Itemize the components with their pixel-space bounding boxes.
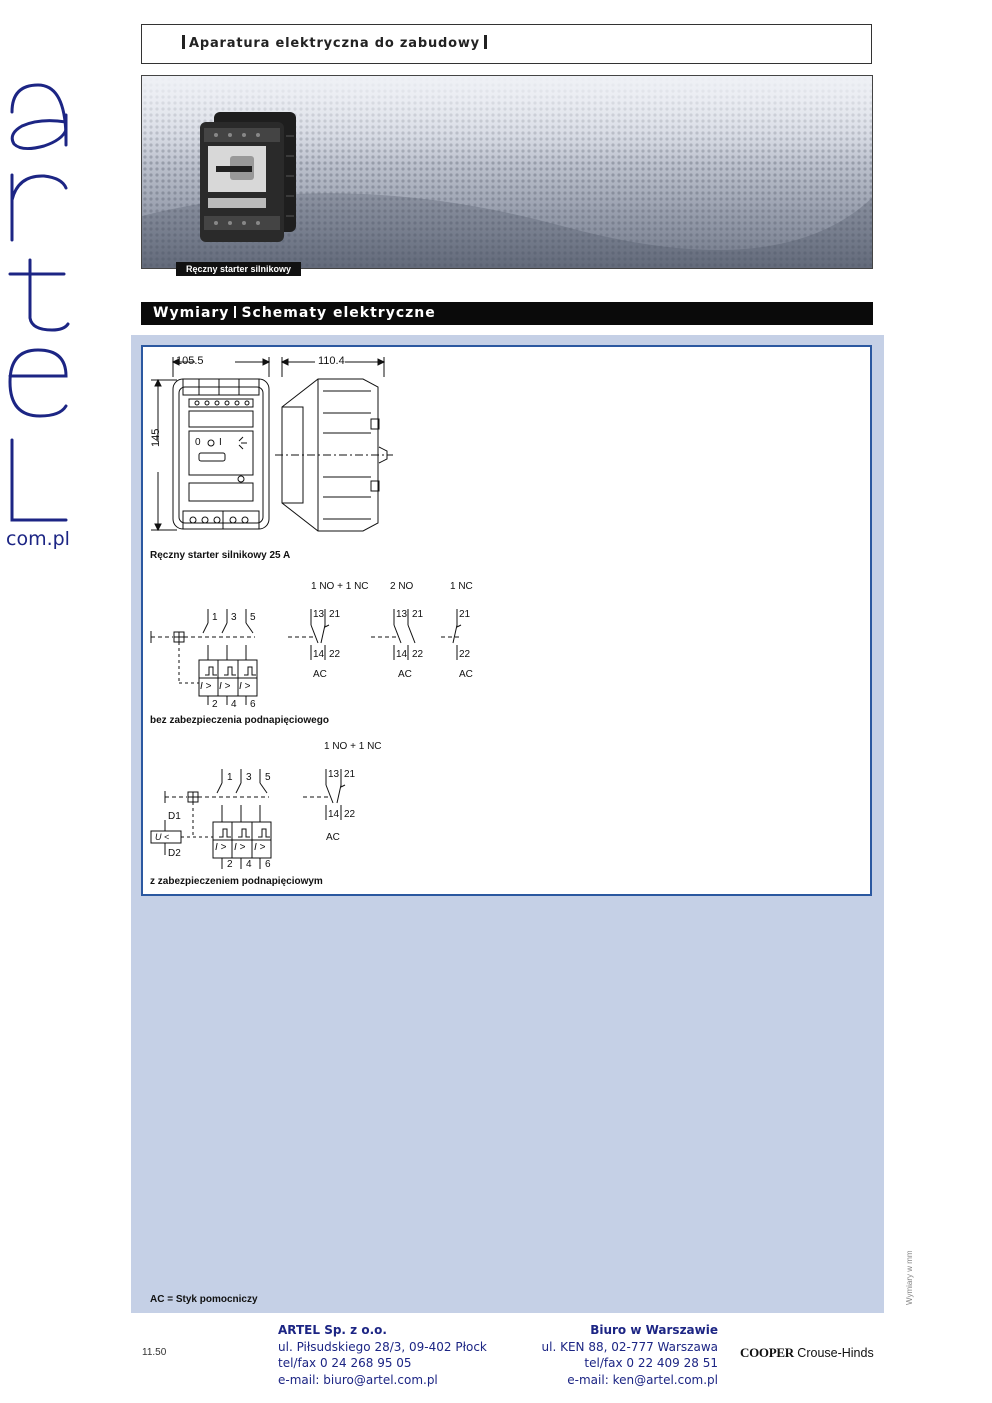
artel-vertical-logo bbox=[0, 60, 92, 530]
office-name: Biuro w Warszawie bbox=[590, 1323, 718, 1337]
email: e-mail: biuro@artel.com.pl bbox=[278, 1372, 438, 1387]
relay-label: I > bbox=[219, 681, 231, 692]
switch-off-label: 0 bbox=[195, 437, 201, 448]
bar-mark-right bbox=[484, 35, 487, 49]
aux-terminal: 21 bbox=[344, 769, 356, 780]
coil-bottom-label: D2 bbox=[168, 848, 181, 859]
page-number: 11.50 bbox=[142, 1347, 167, 1358]
aux-terminal: 21 bbox=[459, 609, 471, 620]
aux-terminal: 22 bbox=[344, 809, 356, 820]
dim-height: 145 bbox=[150, 428, 162, 447]
terminal-1: 1 bbox=[227, 772, 233, 783]
terminal-3: 3 bbox=[246, 772, 252, 783]
diagram2-caption: z zabezpieczeniem podnapięciowym bbox=[150, 876, 323, 887]
coil-top-label: D1 bbox=[168, 811, 181, 822]
hero-caption: Ręczny starter silnikowy bbox=[176, 262, 301, 276]
aux-title: 1 NO + 1 NC bbox=[324, 741, 382, 752]
aux-title: 1 NO + 1 NC bbox=[311, 581, 369, 592]
phone: tel/fax 0 22 409 28 51 bbox=[584, 1356, 718, 1370]
terminal-6: 6 bbox=[250, 699, 256, 710]
terminal-4: 4 bbox=[231, 699, 237, 710]
aux-terminal: 14 bbox=[313, 649, 325, 660]
aux-terminal: 13 bbox=[328, 769, 340, 780]
product-photo bbox=[200, 112, 296, 242]
relay-label: I > bbox=[254, 842, 266, 853]
address-plock bbox=[278, 1322, 487, 1388]
aux-type: AC bbox=[313, 669, 327, 680]
bar-mark-left bbox=[182, 35, 185, 49]
product-caption: Ręczny starter silnikowy 25 A bbox=[150, 550, 291, 561]
street: ul. Piłsudskiego 28/3, 09-402 Płock bbox=[278, 1339, 487, 1354]
email: e-mail: ken@artel.com.pl bbox=[567, 1372, 718, 1387]
terminal-6: 6 bbox=[265, 859, 271, 870]
aux-title: 2 NO bbox=[390, 581, 414, 592]
relay-label: I > bbox=[234, 842, 246, 853]
aux-terminal: 14 bbox=[328, 809, 340, 820]
aux-terminal: 13 bbox=[313, 609, 325, 620]
relay-label: I > bbox=[239, 681, 251, 692]
section-separator bbox=[234, 306, 236, 318]
aux-terminal: 22 bbox=[459, 649, 471, 660]
brand-crouse-hinds: Crouse-Hinds bbox=[797, 1346, 874, 1360]
header-title-text: Aparatura elektryczna do zabudowy bbox=[189, 36, 480, 51]
aux-type: AC bbox=[326, 832, 340, 843]
brand-cooper: COOPER bbox=[740, 1345, 794, 1360]
relay-label: I > bbox=[215, 842, 227, 853]
terminal-4: 4 bbox=[246, 859, 252, 870]
terminal-5: 5 bbox=[265, 772, 271, 783]
terminal-2: 2 bbox=[227, 859, 233, 870]
artel-domain-text: com.pl bbox=[6, 528, 70, 550]
header-title bbox=[178, 35, 491, 51]
aux-terminal: 13 bbox=[396, 609, 408, 620]
header-box bbox=[141, 24, 872, 64]
hero-photo bbox=[142, 76, 873, 269]
cooper-crouse-hinds-logo bbox=[740, 1345, 874, 1361]
aux-terminal: 21 bbox=[412, 609, 424, 620]
aux-terminal: 14 bbox=[396, 649, 408, 660]
dimension-drawings bbox=[143, 347, 403, 537]
company-name: ARTEL Sp. z o.o. bbox=[278, 1323, 387, 1337]
relay-label: I > bbox=[200, 681, 212, 692]
terminal-2: 2 bbox=[212, 699, 218, 710]
hero-image bbox=[141, 75, 873, 269]
ac-note: AC = Styk pomocniczy bbox=[150, 1294, 258, 1305]
aux-terminal: 22 bbox=[412, 649, 424, 660]
section-title-b: Schematy elektryczne bbox=[241, 305, 436, 321]
terminal-5: 5 bbox=[250, 612, 256, 623]
aux-terminal: 22 bbox=[329, 649, 341, 660]
section-title-bar bbox=[141, 302, 873, 325]
dim-width-side: 110.4 bbox=[318, 355, 345, 367]
address-warsaw bbox=[520, 1322, 718, 1388]
aux-type: AC bbox=[398, 669, 412, 680]
section-title-a: Wymiary bbox=[153, 305, 230, 321]
switch-on-label: I bbox=[219, 437, 222, 448]
aux-title: 1 NC bbox=[450, 581, 473, 592]
undervoltage-label: U < bbox=[155, 832, 170, 842]
diagram1-caption: bez zabezpieczenia podnapięciowego bbox=[150, 715, 329, 726]
phone: tel/fax 0 24 268 95 05 bbox=[278, 1356, 412, 1370]
terminal-3: 3 bbox=[231, 612, 237, 623]
street: ul. KEN 88, 02-777 Warszawa bbox=[541, 1339, 718, 1354]
terminal-1: 1 bbox=[212, 612, 218, 623]
dim-width-front: 105.5 bbox=[176, 355, 204, 367]
side-note: Wymiary w mm bbox=[905, 1250, 914, 1305]
aux-terminal: 21 bbox=[329, 609, 341, 620]
aux-type: AC bbox=[459, 669, 473, 680]
